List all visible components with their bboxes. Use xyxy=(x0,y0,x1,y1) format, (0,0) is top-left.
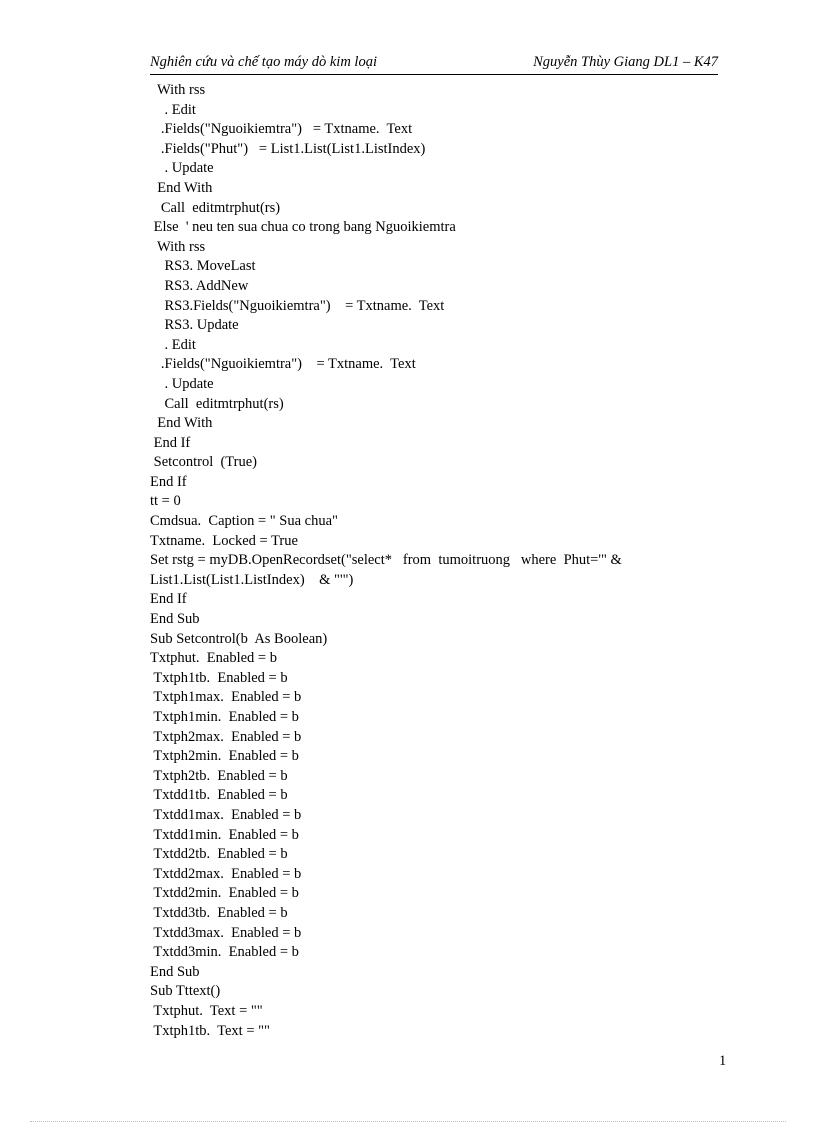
code-line: End If xyxy=(150,591,187,608)
code-line: Sub Tttext() xyxy=(150,983,221,1000)
code-line: Txtdd2min. Enabled = b xyxy=(150,885,299,902)
page-number: 1 xyxy=(719,1053,727,1069)
code-line: End With xyxy=(150,179,213,196)
code-line: Txtph2max. Enabled = b xyxy=(150,728,302,745)
code-line: End Sub xyxy=(150,611,200,628)
code-line: End Sub xyxy=(150,963,200,980)
code-line: Txtph1max. Enabled = b xyxy=(150,689,302,706)
code-line: Txtname. Locked = True xyxy=(150,532,298,549)
code-line: Txtph2min. Enabled = b xyxy=(150,748,299,765)
code-line: With rss xyxy=(150,238,206,255)
code-line: Txtdd3min. Enabled = b xyxy=(150,944,299,961)
code-line: Txtdd2tb. Enabled = b xyxy=(150,846,288,863)
code-line: Else ' neu ten sua chua co trong bang Nguoikiemtra xyxy=(150,219,456,236)
code-line: Txtphut. Enabled = b xyxy=(150,650,277,667)
header-author: Nguyễn Thùy Giang DL1 – K47 xyxy=(533,54,718,70)
code-line: .Fields("Phut") = List1.List(List1.ListIndex) xyxy=(150,140,426,157)
code-line: Txtdd1max. Enabled = b xyxy=(150,806,302,823)
code-line: RS3.Fields("Nguoikiemtra") = Txtname. Text xyxy=(150,297,445,314)
code-line: tt = 0 xyxy=(150,493,181,510)
code-line: .Fields("Nguoikiemtra") = Txtname. Text xyxy=(150,356,416,373)
code-line: . Update xyxy=(150,160,214,177)
code-line: Txtdd1tb. Enabled = b xyxy=(150,787,288,804)
code-line: .Fields("Nguoikiemtra") = Txtname. Text xyxy=(150,121,413,138)
code-line: Sub Setcontrol(b As Boolean) xyxy=(150,630,328,647)
code-line: Txtph1tb. Text = "" xyxy=(150,1022,270,1039)
code-line: Set rstg = myDB.OpenRecordset("select* from tumoitruong where Phut='" & xyxy=(150,552,622,569)
code-line: RS3. AddNew xyxy=(150,277,249,294)
code-line: Txtphut. Text = "" xyxy=(150,1002,263,1019)
code-line: With rss xyxy=(150,82,206,98)
code-line: Txtdd2max. Enabled = b xyxy=(150,865,302,882)
code-line: RS3. Update xyxy=(150,317,239,334)
code-line: Txtdd3tb. Enabled = b xyxy=(150,904,288,921)
code-line: End If xyxy=(150,473,187,490)
code-line: List1.List(List1.ListIndex) & "'") xyxy=(150,571,354,588)
code-line: Txtph2tb. Enabled = b xyxy=(150,767,288,784)
code-line: Call editmtrphut(rs) xyxy=(150,395,284,412)
code-line: Txtdd1min. Enabled = b xyxy=(150,826,299,843)
code-line: Txtdd3max. Enabled = b xyxy=(150,924,302,941)
code-listing xyxy=(150,81,670,1041)
code-line: End With xyxy=(150,415,213,432)
code-line: Txtph1tb. Enabled = b xyxy=(150,669,288,686)
code-line: . Edit xyxy=(150,336,196,353)
code-line: Call editmtrphut(rs) xyxy=(150,199,281,216)
code-line: Cmdsua. Caption = " Sua chua" xyxy=(150,513,338,530)
code-line: . Edit xyxy=(150,101,196,118)
code-line: . Update xyxy=(150,375,214,392)
header-title: Nghiên cứu và chế tạo máy dò kim loại xyxy=(150,54,377,70)
code-line: Setcontrol (True) xyxy=(150,454,257,471)
code-line: RS3. MoveLast xyxy=(150,258,256,275)
page-header xyxy=(150,52,718,75)
page-bottom-divider xyxy=(30,1121,786,1122)
code-line: Txtph1min. Enabled = b xyxy=(150,709,299,725)
code-line: End If xyxy=(150,434,191,451)
